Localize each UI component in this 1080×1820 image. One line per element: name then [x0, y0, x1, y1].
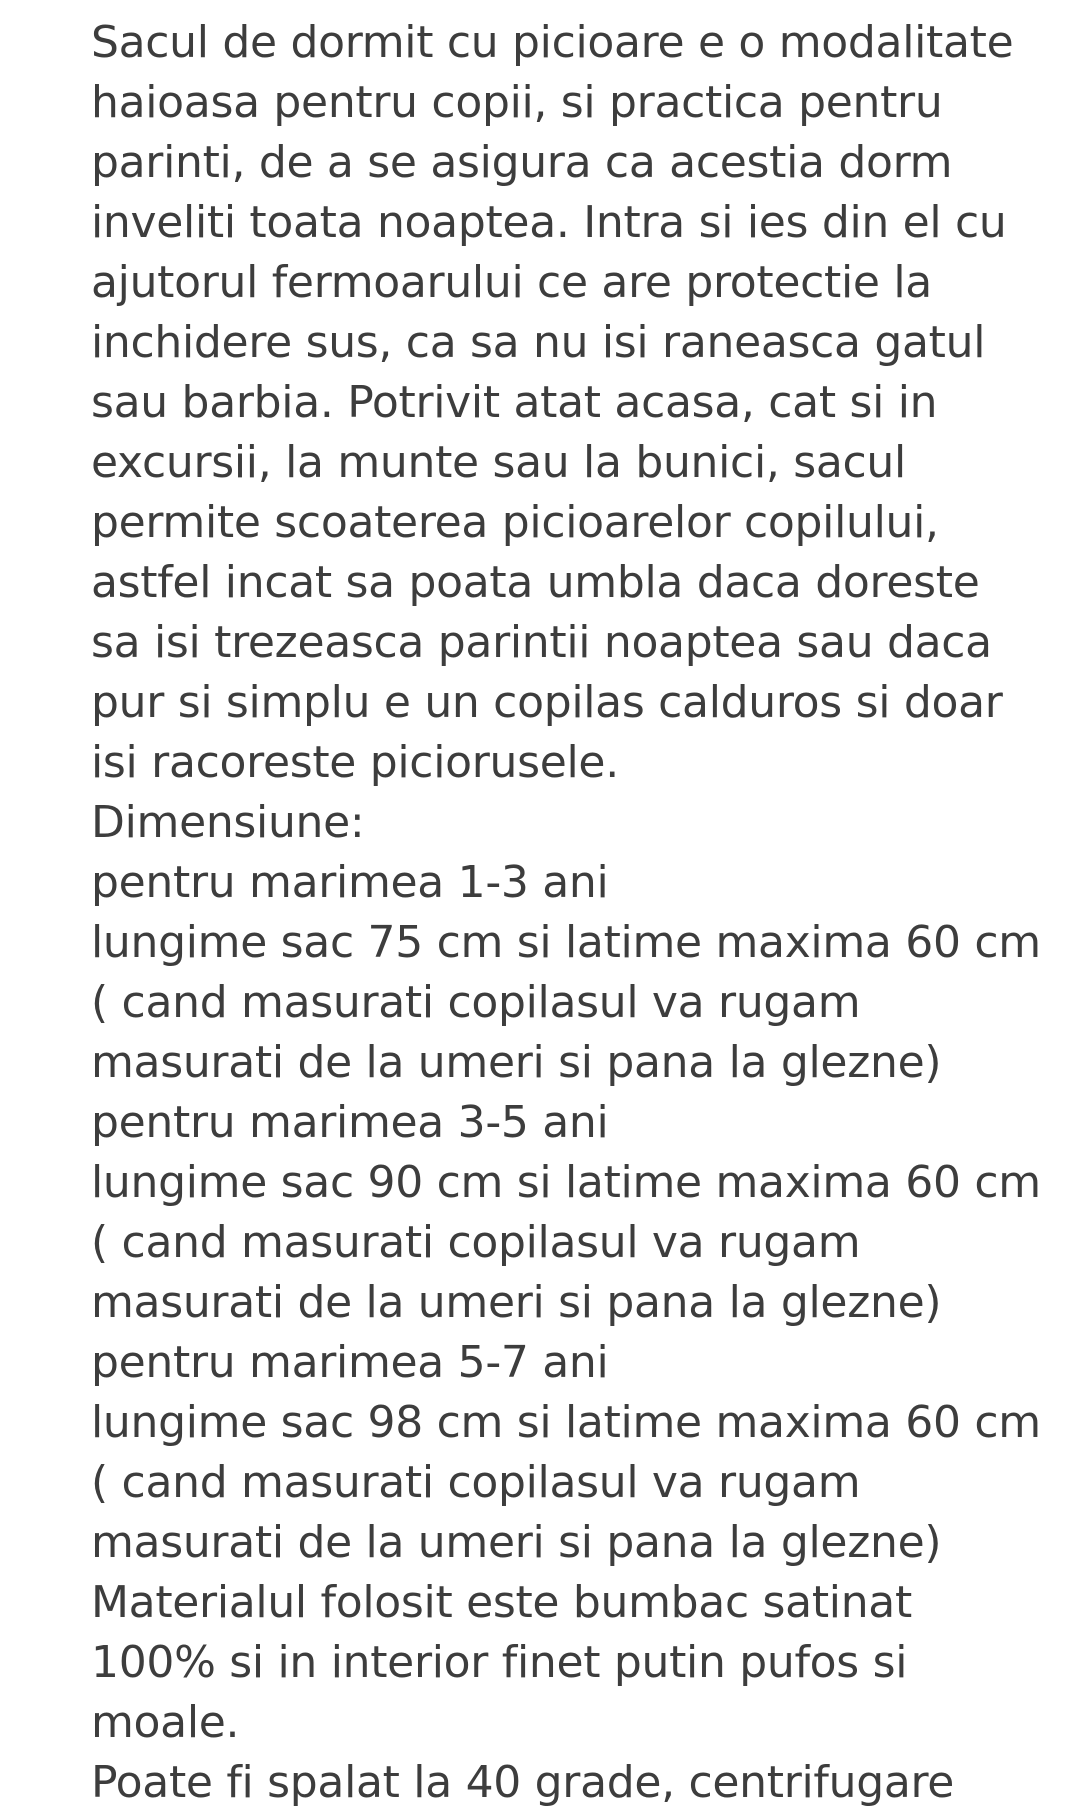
size-1-3-dimensions: lungime sac 75 cm si latime maxima 60 cm: [91, 917, 1041, 968]
dimensions-heading: Dimensiune:: [91, 797, 365, 848]
description-line: permite scoaterea picioarelor copilului,: [91, 497, 939, 548]
description-line: isi racoreste piciorusele.: [91, 737, 619, 788]
description-line: inchidere sus, ca sa nu isi raneasca gatul: [91, 317, 986, 368]
description-line: Sacul de dormit cu picioare e o modalitate: [91, 17, 1014, 68]
description-line: pur si simplu e un copilas calduros si doar: [91, 677, 1003, 728]
measuring-note: masurati de la umeri si pana la glezne): [91, 1037, 942, 1088]
description-line: inveliti toata noaptea. Intra si ies din el cu: [91, 197, 1007, 248]
description-line: haioasa pentru copii, si practica pentru: [91, 77, 943, 128]
size-5-7-dimensions: lungime sac 98 cm si latime maxima 60 cm: [91, 1397, 1041, 1448]
size-3-5-label: pentru marimea 3-5 ani: [91, 1097, 609, 1148]
size-3-5-dimensions: lungime sac 90 cm si latime maxima 60 cm: [91, 1157, 1041, 1208]
measuring-note: masurati de la umeri si pana la glezne): [91, 1277, 942, 1328]
description-line: astfel incat sa poata umbla daca doreste: [91, 557, 980, 608]
measuring-note: ( cand masurati copilasul va rugam: [91, 977, 861, 1028]
measuring-note: masurati de la umeri si pana la glezne): [91, 1517, 942, 1568]
measuring-note: ( cand masurati copilasul va rugam: [91, 1217, 861, 1268]
material-info: Materialul folosit este bumbac satinat: [91, 1577, 912, 1628]
description-line: ajutorul fermoarului ce are protectie la: [91, 257, 932, 308]
description-line: sa isi trezeasca parintii noaptea sau daca: [91, 617, 992, 668]
description-line: excursii, la munte sau la bunici, sacul: [91, 437, 906, 488]
description-line: sau barbia. Potrivit atat acasa, cat si in: [91, 377, 938, 428]
product-description: [91, 13, 1051, 1813]
material-info: moale.: [91, 1697, 240, 1748]
measuring-note: ( cand masurati copilasul va rugam: [91, 1457, 861, 1508]
material-info: 100% si in interior finet putin pufos si: [91, 1637, 908, 1688]
size-1-3-label: pentru marimea 1-3 ani: [91, 857, 609, 908]
size-5-7-label: pentru marimea 5-7 ani: [91, 1337, 609, 1388]
washing-info: Poate fi spalat la 40 grade, centrifugare: [91, 1757, 955, 1808]
description-line: parinti, de a se asigura ca acestia dorm: [91, 137, 953, 188]
